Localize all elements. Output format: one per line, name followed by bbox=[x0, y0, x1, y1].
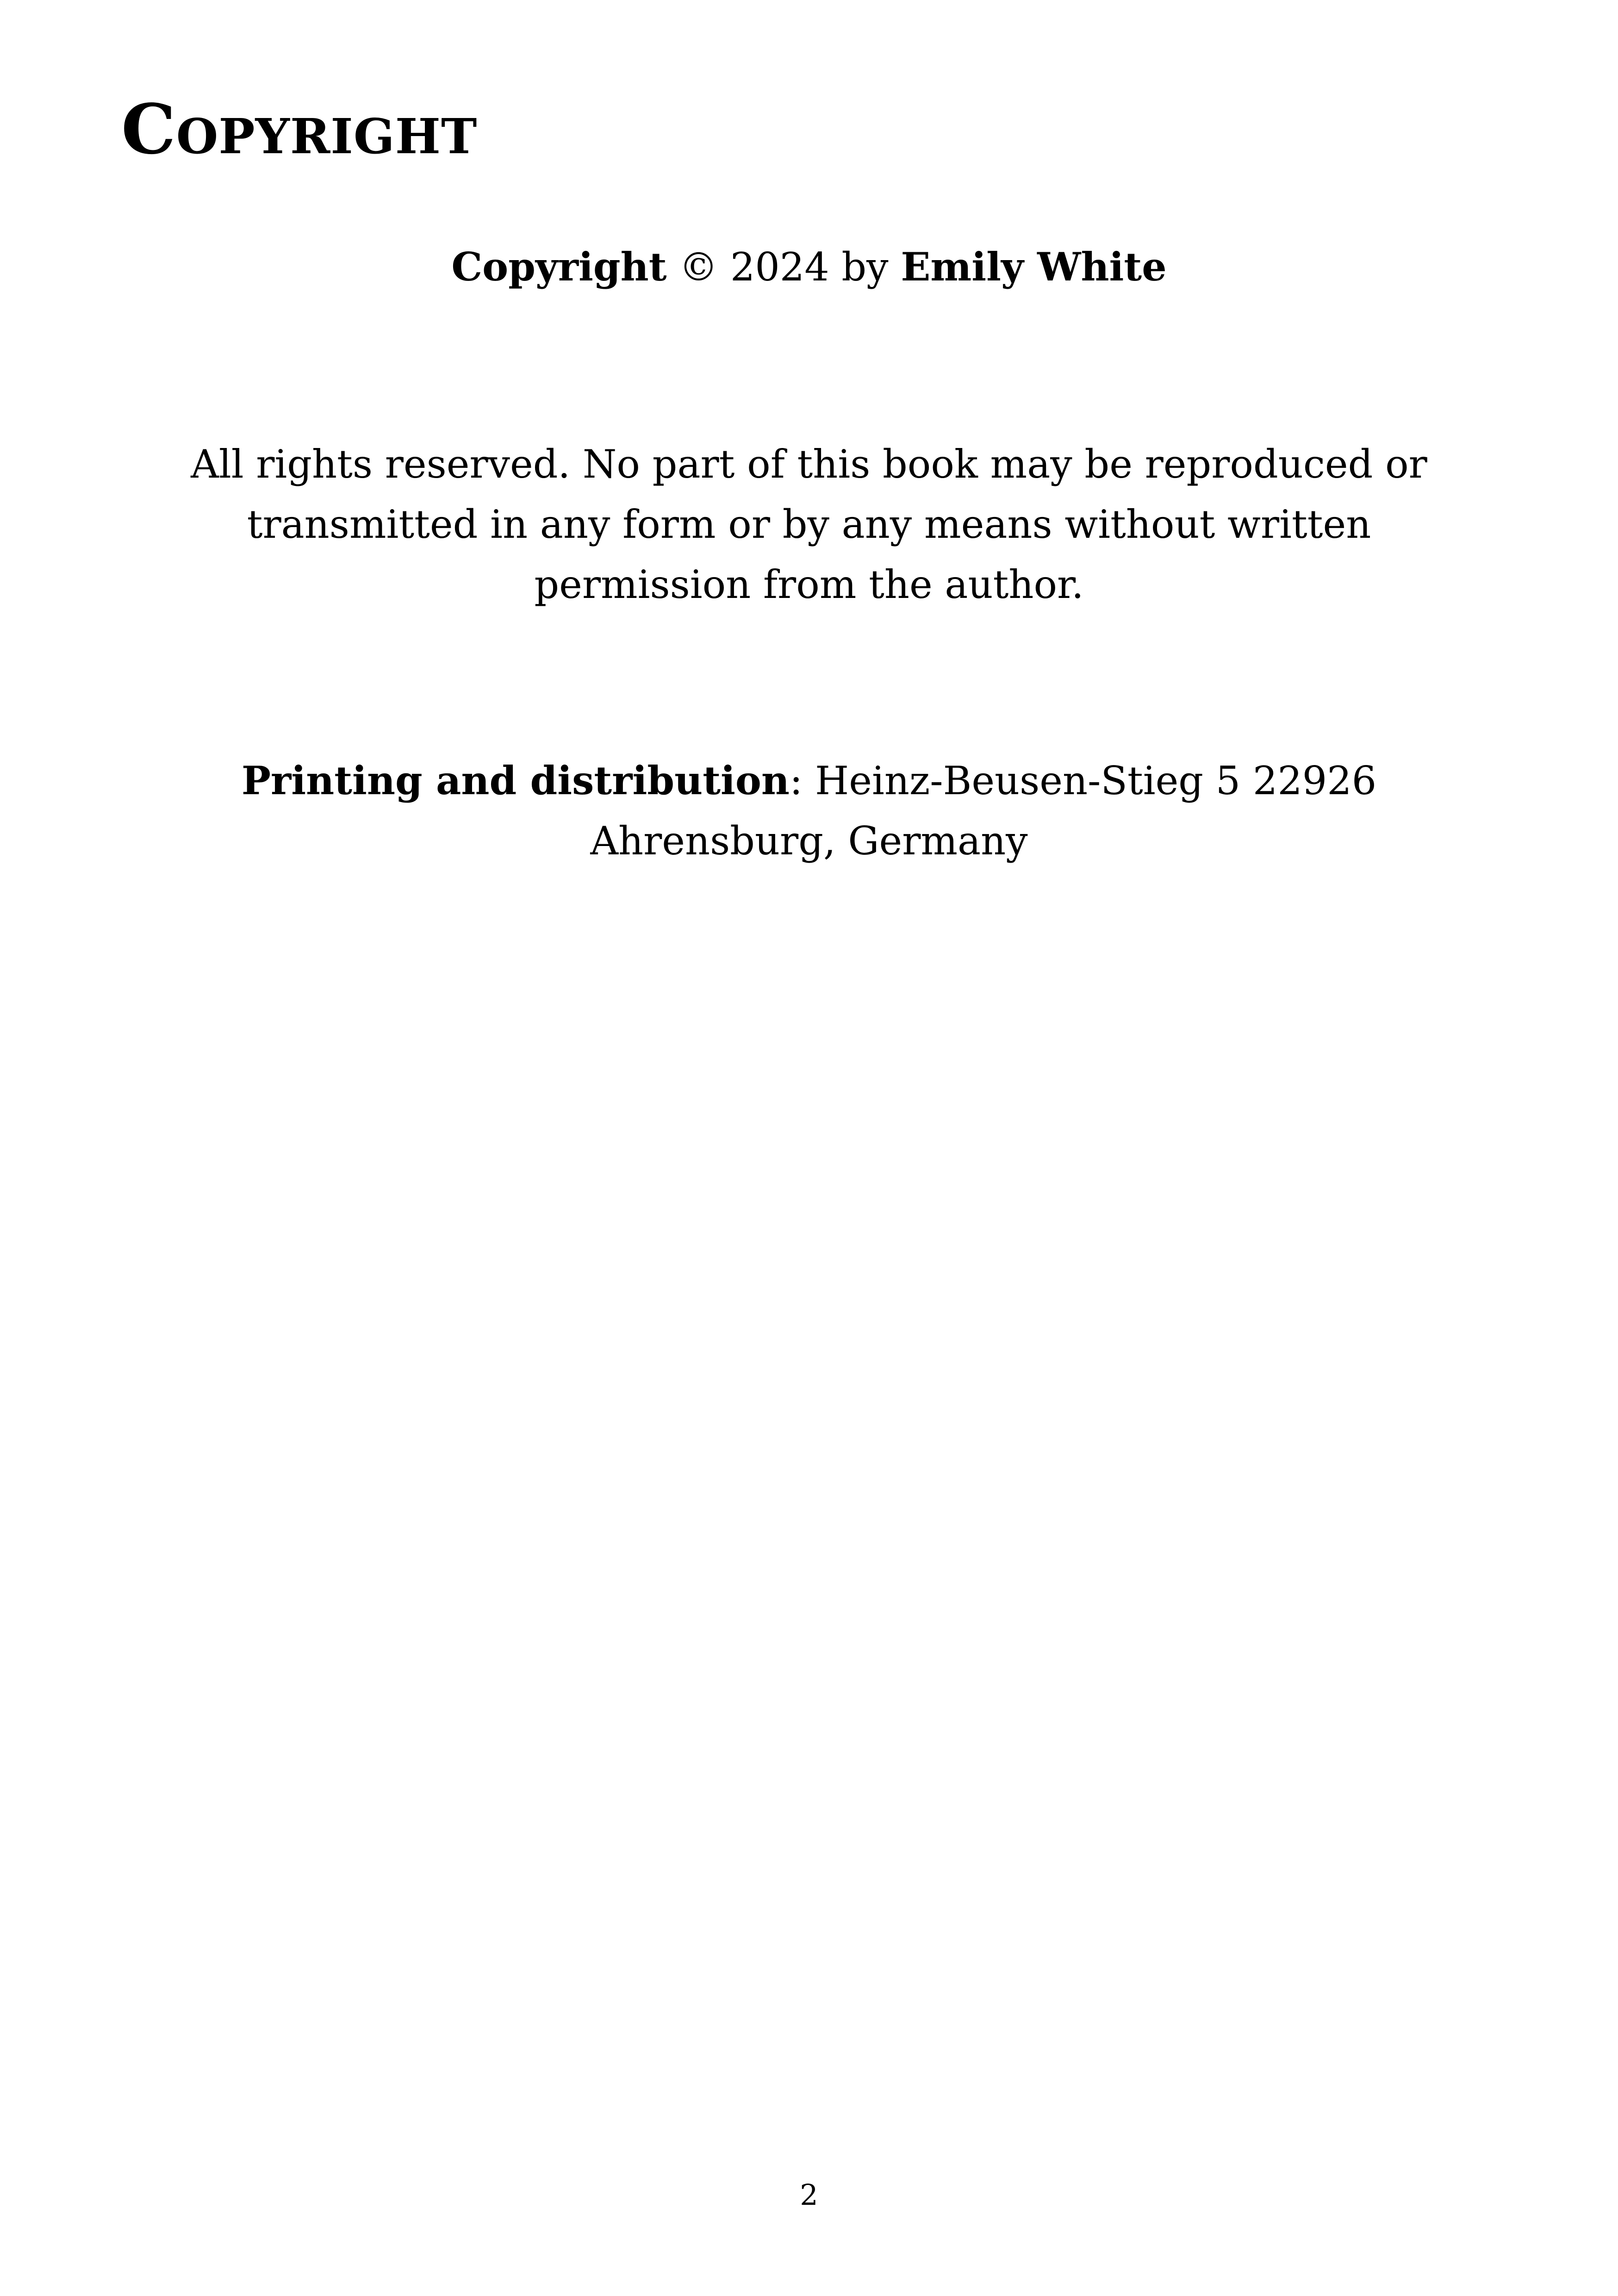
printing-label: Printing and distribution bbox=[241, 758, 790, 803]
rights-statement: All rights reserved. No part of this book may be reproduced or transmitted in any form or by any means without written permission from the author. bbox=[191, 442, 1427, 607]
page-heading: Copyright bbox=[121, 89, 478, 169]
copyright-year: © 2024 by bbox=[679, 244, 889, 290]
author-name: Emily White bbox=[901, 244, 1167, 290]
copyright-notice bbox=[139, 237, 1479, 297]
printing-distribution bbox=[139, 751, 1479, 871]
page-number: 2 bbox=[800, 2178, 818, 2212]
copyright-label: Copyright bbox=[451, 244, 667, 290]
printing-address: : Heinz-Beusen-Stieg 5 22926 Ahrensburg, Germany bbox=[590, 758, 1377, 864]
